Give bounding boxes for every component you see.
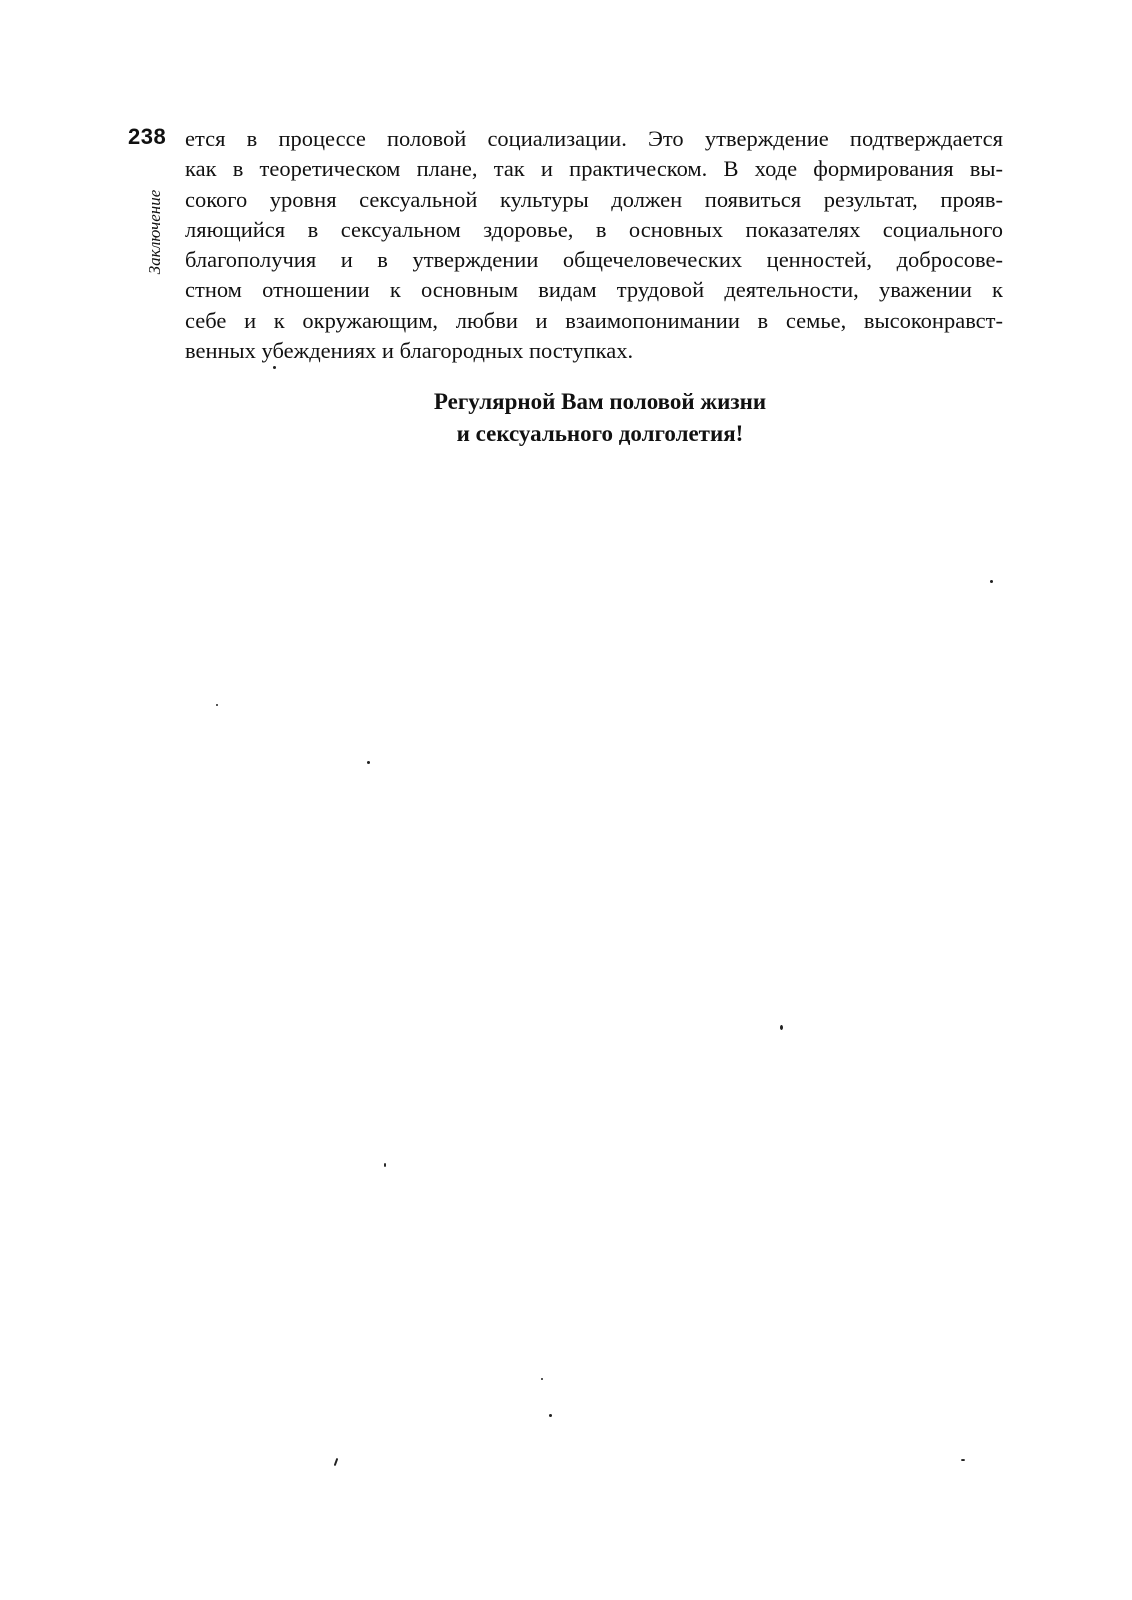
running-head: Заключение — [145, 189, 164, 275]
scan-speck — [541, 1378, 543, 1380]
scan-speck — [273, 366, 276, 369]
body-line: венных убеждениях и благородных поступках. — [185, 338, 634, 364]
scan-speck — [961, 1459, 965, 1461]
body-line: сокого уровня сексуальной культуры должен появиться результат, прояв- — [185, 186, 1003, 212]
closing-wish — [300, 386, 900, 450]
scan-speck — [549, 1414, 552, 1417]
scan-speck — [990, 580, 993, 583]
body-line: благополучия и в утверждении общечеловеческих ценностей, добросове- — [185, 247, 1003, 273]
body-line: как в теоретическом плане, так и практическом. В ходе формирования вы- — [185, 156, 1003, 182]
body-line: ляющийся в сексуальном здоровье, в основных показателях социального — [185, 216, 1003, 242]
body-line: себе и к окружающим, любви и взаимопонимании в семье, высоконравст- — [185, 307, 1003, 333]
body-paragraph — [185, 124, 1003, 366]
scan-speck — [367, 761, 370, 764]
closing-line: и сексуального долголетия! — [456, 421, 744, 446]
body-line: ется в процессе половой социализации. Это утверждение подтверждается — [185, 126, 1003, 151]
page-number: 238 — [128, 124, 167, 149]
body-line: стном отношении к основным видам трудовой деятельности, уважении к — [185, 277, 1003, 303]
scan-speck — [384, 1163, 386, 1167]
closing-line: Регулярной Вам половой жизни — [433, 389, 767, 414]
scan-speck — [334, 1458, 339, 1466]
scan-speck — [780, 1025, 783, 1030]
scan-speck — [216, 704, 218, 706]
